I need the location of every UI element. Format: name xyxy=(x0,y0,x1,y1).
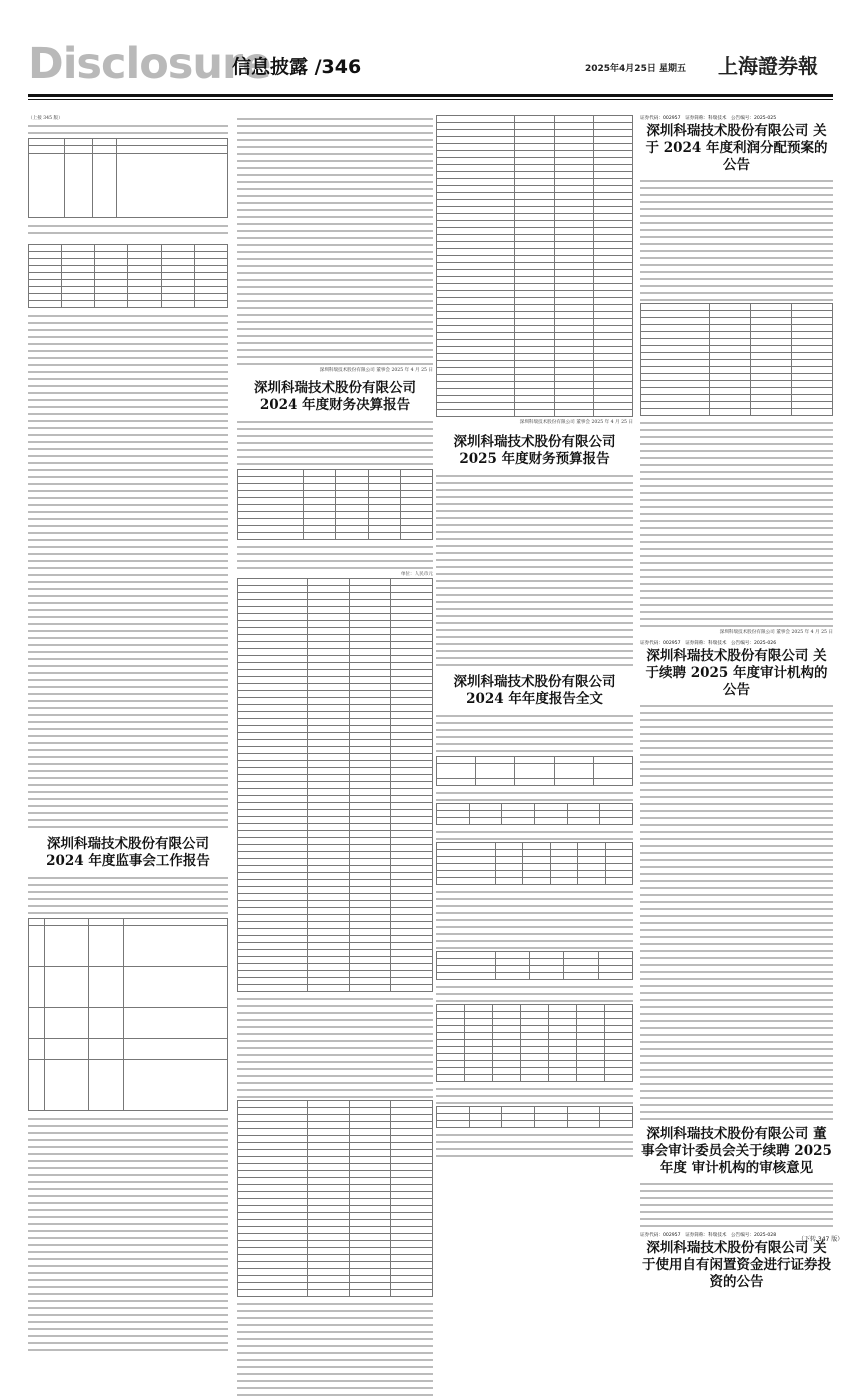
signature: 深圳科瑞技术股份有限公司 董事会 2025 年 4 月 25 日 xyxy=(519,420,633,425)
notice-title: 深圳科瑞技术股份有限公司 董事会审计委员会关于续聘 2025 年度 审计机构的审核意见 xyxy=(641,1126,832,1176)
report-title: 深圳科瑞技术股份有限公司 2024 年年度报告全文 xyxy=(453,674,616,707)
text-block xyxy=(28,222,228,242)
body-text xyxy=(436,712,633,754)
continued-from: （上接 345 版） xyxy=(28,116,63,121)
section-title: 信息披露 /346 xyxy=(232,56,362,78)
report-title: 深圳科瑞技术股份有限公司 2024 年度监事会工作报告 xyxy=(46,836,210,869)
column-2 xyxy=(237,115,433,1230)
body-text xyxy=(640,177,833,303)
body-text xyxy=(436,472,633,668)
body-text xyxy=(640,702,833,1122)
body-text xyxy=(28,1115,228,1353)
body-text xyxy=(436,789,633,803)
key-data-table xyxy=(436,842,633,885)
body-text xyxy=(640,1180,833,1229)
body-text xyxy=(436,828,633,842)
income-statement-table xyxy=(237,1100,433,1297)
stock-code-line: 证券代码：002957 证券简称：科瑞技术 公告编号：2025-026 xyxy=(640,641,777,646)
quarterly-table xyxy=(436,951,633,980)
header-rule xyxy=(28,94,833,97)
contact-table xyxy=(436,803,633,825)
header-rule-thin xyxy=(28,99,833,100)
stock-code-line: 证券代码：002957 证券简称：科瑞技术 公告编号：2025-025 xyxy=(640,116,777,121)
notice-title: 深圳科瑞技术股份有限公司 关于使用自有闲置资金进行证券投资的公告 xyxy=(642,1240,831,1290)
newspaper-name: 上海證券報 xyxy=(718,54,818,78)
meetings-table xyxy=(28,918,228,1111)
report-title: 深圳科瑞技术股份有限公司 2024 年度财务决算报告 xyxy=(254,380,416,413)
company-profile-table xyxy=(436,756,633,786)
issue-date: 2025年4月25日 星期五 xyxy=(585,64,686,74)
body-text xyxy=(237,995,433,1100)
body-text xyxy=(436,1131,633,1159)
financial-summary-table xyxy=(237,469,433,540)
shareholders-table xyxy=(436,1004,633,1082)
body-text xyxy=(237,115,433,367)
body-text xyxy=(640,419,833,629)
balance-sheet-table xyxy=(237,578,433,992)
body-text xyxy=(436,1085,633,1106)
body-text xyxy=(237,418,433,467)
info-table xyxy=(28,138,228,218)
attendance-table xyxy=(28,244,228,308)
text-block xyxy=(28,122,228,136)
body-text xyxy=(237,1300,433,1398)
balance-sheet-table-2 xyxy=(436,115,633,417)
notice-title: 深圳科瑞技术股份有限公司 关于 2024 年度利润分配预案的公告 xyxy=(645,123,828,173)
body-text xyxy=(28,312,228,830)
dividend-table xyxy=(640,303,833,416)
masthead-logo: Disclosure xyxy=(28,39,271,89)
continued-to: （下转 347 版） xyxy=(798,1236,844,1243)
holders-table xyxy=(436,1106,633,1128)
body-text xyxy=(436,888,633,951)
column-3 xyxy=(436,115,633,1159)
body-text xyxy=(436,983,633,1004)
signature: 深圳科瑞技术股份有限公司 董事会 2025 年 4 月 25 日 xyxy=(719,630,833,635)
stock-code-line: 证券代码：002957 证券简称：科瑞技术 公告编号：2025-028 xyxy=(640,1233,777,1238)
body-text xyxy=(237,543,433,571)
unit-note: 单位：人民币元 xyxy=(400,572,433,577)
notice-title: 深圳科瑞技术股份有限公司 关于续聘 2025 年度审计机构的公告 xyxy=(645,648,828,698)
report-title: 深圳科瑞技术股份有限公司 2025 年度财务预算报告 xyxy=(453,434,616,467)
signature: 深圳科瑞技术股份有限公司 董事会 2025 年 4 月 25 日 xyxy=(319,368,433,373)
column-1 xyxy=(28,115,228,1230)
body-text xyxy=(28,874,228,916)
masthead xyxy=(0,0,857,98)
